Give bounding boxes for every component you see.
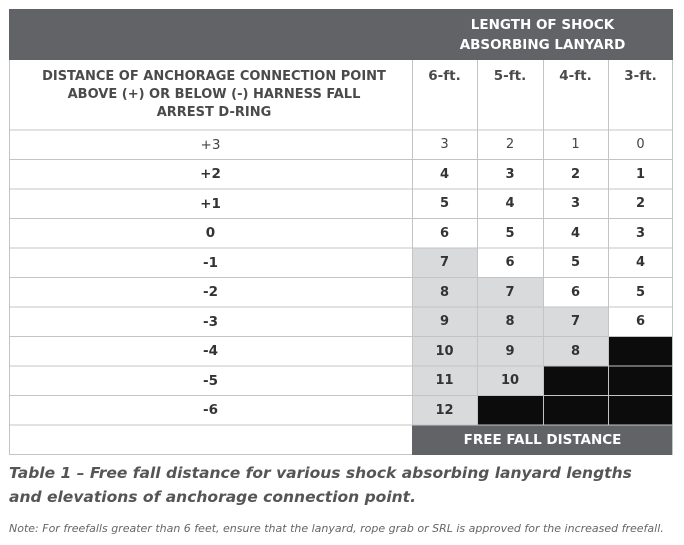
row-label: -6	[203, 402, 218, 419]
table-cell: 1	[571, 137, 580, 153]
row-label: -3	[203, 313, 218, 330]
blacked-out-cell	[608, 337, 673, 367]
blacked-out-cell	[608, 396, 673, 426]
blacked-out-cell	[608, 366, 673, 396]
table-cell: 4	[439, 166, 450, 182]
table-cell: 9	[477, 337, 543, 367]
row-label: +3	[200, 136, 221, 153]
row-label: -5	[203, 372, 218, 389]
table-cell: 8	[412, 278, 477, 308]
blacked-out-cell	[543, 366, 608, 396]
row-label: -2	[203, 284, 218, 301]
anchorage-distance-header: DISTANCE OF ANCHORAGE CONNECTION POINT ABOVE (+) OR BELOW (-) HARNESS FALL ARREST D-RING	[42, 69, 386, 120]
table-cell: 12	[412, 396, 477, 426]
table-cell: 5	[570, 255, 581, 271]
table-cell: 6	[505, 255, 515, 271]
table-cell: 2	[505, 137, 515, 153]
table-cell: 1	[635, 166, 646, 182]
column-header-0: 6-ft.	[428, 68, 461, 84]
row-label: +1	[200, 195, 221, 212]
row-label: 0	[205, 225, 216, 242]
table-cell: 7	[543, 307, 608, 337]
blacked-out-cell	[543, 396, 608, 426]
lanyard-length-header: LENGTH OF SHOCK ABSORBING LANYARD	[412, 9, 673, 60]
table-cell: 3	[570, 196, 581, 212]
table-cell: 0	[636, 137, 645, 153]
table-cell: 6	[635, 314, 646, 330]
table-cell: 5	[439, 196, 450, 212]
table-cell: 4	[505, 196, 515, 212]
table-cell: 4	[635, 255, 646, 271]
column-header-2: 4-ft.	[559, 68, 592, 84]
table-cell: 6	[570, 284, 581, 300]
table-cell: 5	[505, 225, 515, 241]
table-cell: 8	[477, 307, 543, 337]
table-cell: 6	[439, 225, 450, 241]
free-fall-distance-footer: FREE FALL DISTANCE	[412, 425, 673, 455]
table-cell: 3	[440, 137, 449, 153]
table-cell: 3	[635, 225, 646, 241]
table-note: Note: For freefalls greater than 6 feet, ensure that the lanyard, rope grab or SRL is approved for the increased freefall.	[9, 522, 664, 535]
table-cell: 5	[635, 284, 646, 300]
table-cell: 2	[570, 166, 581, 182]
table-cell: 2	[635, 196, 646, 212]
blacked-out-cell	[477, 396, 543, 426]
row-label: -1	[203, 254, 218, 271]
table-cell: 10	[412, 337, 477, 367]
table-cell: 10	[477, 366, 543, 396]
table-cell: 7	[477, 278, 543, 308]
table-cell: 8	[543, 337, 608, 367]
row-label: +2	[200, 166, 221, 183]
table-empty-header	[9, 9, 412, 60]
table-cell: 7	[412, 248, 477, 278]
row-label: -4	[203, 343, 218, 360]
footer-left-blank	[9, 425, 412, 455]
column-header-1: 5-ft.	[493, 68, 527, 84]
column-header-3: 3-ft.	[624, 68, 657, 84]
table-caption: Table 1 – Free fall distance for various shock absorbing lanyard lengths and elevations of anchorage connection point.	[9, 464, 632, 506]
table-cell: 3	[505, 166, 515, 182]
table-cell: 9	[412, 307, 477, 337]
table-cell: 11	[412, 366, 477, 396]
fall-distance-table	[9, 9, 673, 455]
table-cell: 4	[570, 225, 581, 241]
